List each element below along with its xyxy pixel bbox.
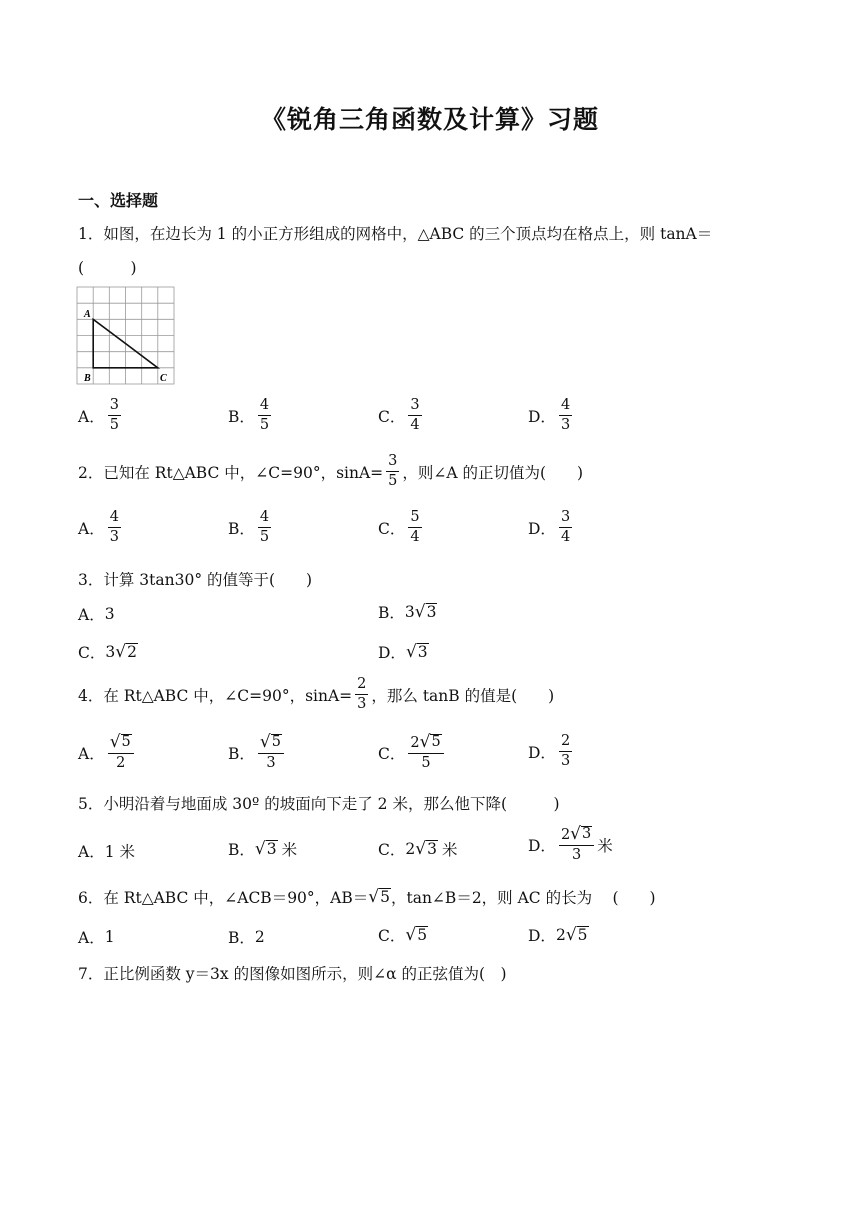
- fraction: $\frac{2}{3}$: [357, 676, 367, 713]
- q5-option-a[interactable]: A． 1 米: [78, 843, 135, 861]
- sqrt: √ 3: [415, 839, 437, 860]
- q3-option-c[interactable]: C． 3 √ 2: [78, 642, 137, 663]
- option-label: A．: [78, 407, 105, 426]
- q5-option-d[interactable]: D． 2 √ 3 3 米: [528, 824, 613, 864]
- q1-option-d[interactable]: [528, 398, 575, 433]
- vertex-label-a: A: [84, 309, 91, 320]
- question-6-text: 6．在 Rt△ABC 中，∠ACB＝90°，AB＝ √ 5 ，tan∠B＝2，则 AC 的长为 ( ): [78, 887, 656, 908]
- fraction: √ 5 3: [258, 734, 284, 771]
- q2-option-d[interactable]: [528, 510, 575, 545]
- q4-option-d[interactable]: D． $\frac{2}{3}$: [528, 733, 571, 770]
- fraction: $\frac{4}{5}$: [259, 509, 270, 546]
- q3-option-b[interactable]: B． 3 √ 3: [378, 602, 437, 623]
- sqrt: √ 5: [405, 925, 428, 946]
- grid-triangle-figure: [76, 286, 178, 386]
- q6-option-d[interactable]: D． 2 √ 5: [528, 925, 588, 946]
- sqrt: √ 3: [405, 642, 428, 663]
- q6-option-a[interactable]: A． 1: [78, 928, 115, 947]
- question-1-text: 1．如图，在边长为 1 的小正方形组成的网格中，△ABC 的三个顶点均在格点上，则 tanA＝: [78, 225, 713, 243]
- option-label: B．: [228, 407, 255, 426]
- q6-option-c[interactable]: C． √ 5: [378, 925, 428, 946]
- fraction: $\frac{4}{3}$: [560, 397, 571, 434]
- fraction: 2 √ 5 5: [408, 734, 443, 771]
- fraction: $\frac{4}{3}$: [109, 509, 119, 546]
- q2-option-c[interactable]: [378, 510, 425, 545]
- question-7-text: 7．正比例函数 y＝3x 的图像如图所示，则∠α 的正弦值为( ): [78, 965, 507, 983]
- fraction: 2 √ 3 3: [559, 826, 594, 863]
- q3-option-a[interactable]: A． 3: [78, 605, 115, 624]
- q1-option-c[interactable]: [378, 398, 425, 433]
- q5-option-c[interactable]: C． 2 √ 3 米: [378, 839, 458, 860]
- grid-lines: [77, 287, 174, 384]
- fraction: $\frac{5}{4}$: [410, 509, 420, 546]
- q6-option-b[interactable]: B． 2: [228, 928, 265, 947]
- q1-option-a[interactable]: [78, 398, 124, 433]
- fraction: $\frac{3}{4}$: [410, 397, 420, 434]
- section-heading: 一、选择题: [78, 191, 159, 210]
- option-label: C．: [378, 519, 406, 538]
- sqrt: √ 3: [254, 839, 277, 860]
- option-label: B．: [228, 519, 255, 538]
- option-label: D．: [528, 407, 556, 426]
- question-2-text: 2．已知在 Rt△ABC 中，∠C=90°，sinA= $\frac{3}{5}$ ，则∠A 的正切值为( ): [78, 453, 584, 490]
- fraction: $\frac{2}{3}$: [560, 733, 571, 770]
- question-5-text: 5．小明沿着与地面成 30º 的坡面向下走了 2 米，那么他下降( ): [78, 795, 560, 813]
- option-label: D．: [528, 519, 556, 538]
- question-3-text: 3．计算 3tan30° 的值等于( ): [78, 571, 313, 589]
- question-1-blank: ( ): [78, 259, 137, 277]
- page-title: 《锐角三角函数及计算》习题: [260, 105, 599, 134]
- vertex-label-b: B: [84, 373, 91, 384]
- sqrt: √ 5: [368, 887, 390, 908]
- q4-option-c[interactable]: C． 2 √ 5 5: [378, 734, 447, 771]
- vertex-label-c: C: [160, 373, 167, 384]
- q2-option-a[interactable]: [78, 510, 124, 545]
- option-label: C．: [378, 407, 406, 426]
- option-label: A．: [78, 519, 105, 538]
- question-4-text: 4．在 Rt△ABC 中，∠C=90°，sinA= $\frac{2}{3}$ ，那么 tanB 的值是( ): [78, 676, 555, 713]
- q2-option-b[interactable]: [228, 510, 274, 545]
- q4-option-b[interactable]: B． √ 5 3: [228, 734, 287, 771]
- fraction: $\frac{3}{5}$: [388, 453, 398, 490]
- q5-option-b[interactable]: B． √ 3 米: [228, 839, 298, 860]
- q1-option-b[interactable]: [228, 398, 274, 433]
- sqrt: √ 5: [565, 925, 588, 946]
- fraction: $\frac{4}{5}$: [259, 397, 270, 434]
- q3-option-d[interactable]: D． √ 3: [378, 642, 428, 663]
- fraction: $\frac{3}{5}$: [109, 397, 119, 434]
- q4-option-a[interactable]: A． √ 5 2: [78, 734, 137, 771]
- fraction: √ 5 2: [108, 734, 134, 771]
- fraction: $\frac{3}{4}$: [560, 509, 571, 546]
- sqrt: √ 3: [414, 602, 437, 623]
- sqrt: √ 2: [115, 642, 137, 663]
